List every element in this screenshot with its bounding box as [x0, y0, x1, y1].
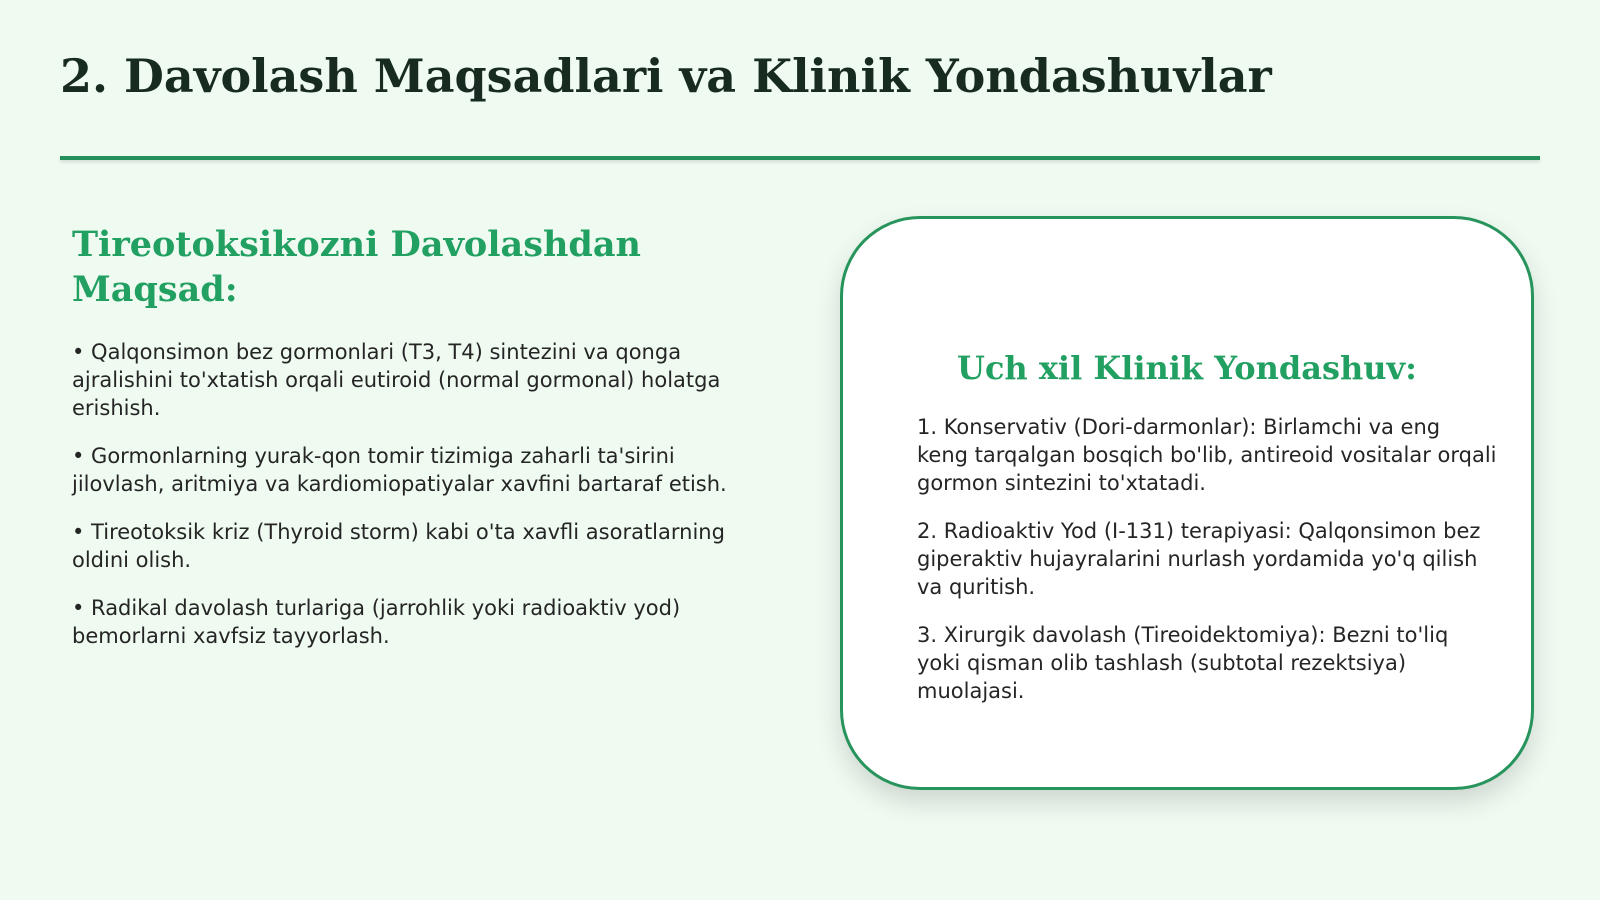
goals-heading: Tireotoksikozni Davolashdan Maqsad:	[72, 224, 641, 310]
title-divider	[60, 156, 1540, 160]
approach-item: 1. Konservativ (Dori-darmonlar): Birlamchi va eng keng tarqalgan bosqich bo'lib, antireoid vositalar orqali gormon sintezini to'xtatadi.	[917, 415, 1497, 495]
goal-item: • Tireotoksik kriz (Thyroid storm) kabi o'ta xavfli asoratlarning oldini olish.	[72, 520, 725, 572]
goal-item: • Qalqonsimon bez gormonlari (T3, T4) sintezini va qonga ajralishini to'xtatish orqali eutiroid (normal gormonal) holatga erishish.	[72, 340, 721, 420]
approach-item: 2. Radioaktiv Yod (I-131) terapiyasi: Qalqonsimon bez giperaktiv hujayralarini nurlash yordamida yo'q qilish va quritish.	[917, 519, 1481, 599]
approach-item: 3. Xirurgik davolash (Tireoidektomiya): Bezni to'liq yoki qisman olib tashlash (subtotal rezektsiya) muolajasi.	[917, 623, 1449, 703]
approaches-heading: Uch xil Klinik Yondashuv:	[957, 349, 1417, 387]
approaches-list	[917, 413, 1497, 725]
goal-item: • Gormonlarning yurak-qon tomir tizimiga zaharli ta'sirini jilovlash, aritmiya va kardiomiopatiyalar xavfini bartaraf etish.	[72, 444, 727, 496]
page-title: 2. Davolash Maqsadlari va Klinik Yondashuvlar	[60, 49, 1272, 103]
goals-list	[72, 338, 762, 650]
goal-item: • Radikal davolash turlariga (jarrohlik yoki radioaktiv yod) bemorlarni xavfsiz tayyorlash.	[72, 596, 681, 648]
clinical-approaches-card	[840, 216, 1534, 790]
treatment-goals-section	[72, 222, 762, 670]
